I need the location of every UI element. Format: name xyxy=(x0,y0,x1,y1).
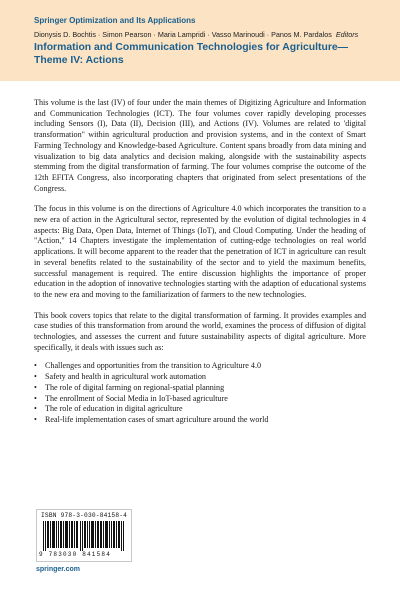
barcode-number: 9 783030 841584 xyxy=(39,551,112,558)
series-title: Springer Optimization and Its Applications xyxy=(34,16,196,25)
barcode-bars xyxy=(43,521,125,551)
list-item: • Safety and health in agricultural work automation xyxy=(45,372,366,383)
topic-list xyxy=(34,361,366,425)
isbn-label: ISBN 978-3-030-84158-4 xyxy=(41,512,128,519)
paragraph: This volume is the last (IV) of four under the main themes of Digitizing Agriculture and Information and Communication Technologies (ICT). The four volumes cover rapidly developing processes including Sensors (I), Data (II), Decision (III), and Actions (IV). Volumes are related to 'digital transformation" within agricultural production and provision systems, and in the context of Smart Farming Technology and Knowledge-based Agriculture. Content spans broadly from data mining and visualization to big data analytics and decision making, alongside with the sustainability aspects stemming from the digital transformation of farming. The four volumes comprise the outcome of the 12th EFITA Congress, also incorporating chapters that originated from select presentations of the Congress. xyxy=(34,98,366,193)
paragraph: The focus in this volume is on the directions of Agriculture 4.0 which incorporates the transition to a new era of action in the Agricultural sector, represented by the evolution of digital technologies in 4 aspects: Big Data, Open Data, Internet of Things (IoT), and Cloud Computing. Under the heading of "Action," 14 Chapters investigate the implementation of cutting-edge technologies on real world applications. It will become apparent to the reader that the penetration of ICT in agriculture can result in several benefits related to the sustainability of the sector and to yield the maximum benefits, successful management is required. The entire discussion highlights the importance of proper education in the adoption of innovative technologies starting with the adaption of educational systems to the new era and moving to the familiarization of farmers to the new technologies. xyxy=(34,204,366,299)
isbn-barcode xyxy=(36,509,132,562)
list-item: • The role of education in digital agriculture xyxy=(45,404,366,415)
list-item: • The enrollment of Social Media in IoT-based agriculture xyxy=(45,394,366,405)
list-item: • Real-life implementation cases of smart agriculture around the world xyxy=(45,415,366,426)
publisher-website[interactable]: springer.com xyxy=(36,566,80,573)
editors-label: Editors xyxy=(335,30,359,39)
book-title: Information and Communication Technologies for Agriculture—Theme IV: Actions xyxy=(34,42,349,66)
editor-list: Dionysis D. Bochtis · Simon Pearson · Maria Lampridi · Vasso Marinoudi · Panos M. Pardalos xyxy=(34,30,332,39)
cover-header xyxy=(0,0,400,81)
list-item: • Challenges and opportunities from the transition to Agriculture 4.0 xyxy=(45,361,366,372)
blurb xyxy=(34,98,366,426)
editor-names xyxy=(34,30,358,39)
list-item: • The role of digital farming on regional-spatial planning xyxy=(45,383,366,394)
paragraph: This book covers topics that relate to the digital transformation of farming. It provides examples and case studies of this transformation from around the world, examines the process of diffusion of digital technologies, and assesses the current and future sustainability aspects of digital agriculture. More specifically, it deals with issues such as: xyxy=(34,310,366,352)
